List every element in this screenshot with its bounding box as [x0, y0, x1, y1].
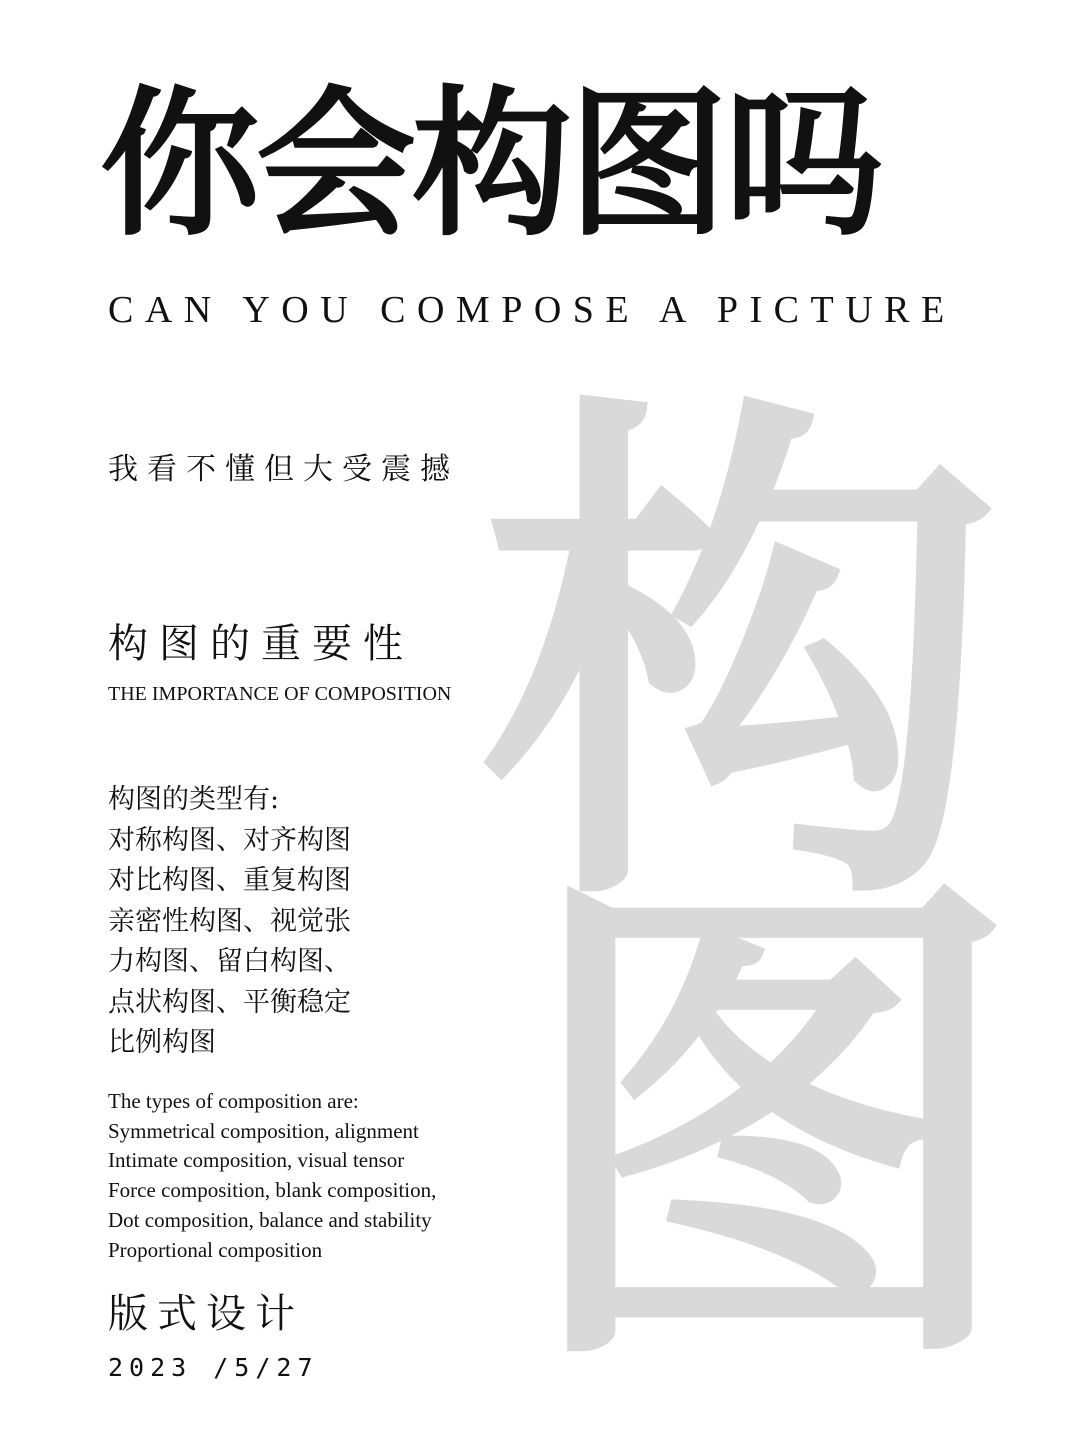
- page-title: 你会构图吗: [100, 70, 881, 258]
- list-item: Intimate composition, visual tensor: [108, 1148, 405, 1173]
- background-character-tu: 图: [520, 836, 1020, 1423]
- composition-types-chinese: [108, 780, 351, 1064]
- list-item: Force composition, blank composition,: [108, 1178, 437, 1203]
- list-item: The types of composition are:: [108, 1089, 359, 1113]
- list-item: Proportional composition: [108, 1237, 323, 1262]
- tagline: 我看不懂但大受震撼: [108, 452, 459, 487]
- background-character-gou: 构: [480, 354, 1000, 965]
- list-item: 力构图、留白构图、: [108, 946, 351, 977]
- section-heading: 构图的重要性: [108, 621, 414, 667]
- list-item: 点状构图、平衡稳定: [108, 986, 351, 1018]
- list-item: Dot composition, balance and stability: [108, 1207, 432, 1232]
- list-item: 对称构图、对齐构图: [108, 824, 351, 856]
- section-heading-english: THE IMPORTANCE OF COMPOSITION: [108, 683, 452, 705]
- composition-types-english: [108, 1087, 436, 1265]
- list-item: Symmetrical composition, alignment: [108, 1118, 419, 1143]
- list-item: 亲密性构图、视觉张: [108, 905, 351, 937]
- footer-title: 版式设计: [108, 1291, 304, 1337]
- date-label: 2023 /5/27: [108, 1353, 319, 1382]
- english-subtitle: CAN YOU COMPOSE A PICTURE: [108, 289, 956, 331]
- list-item: 比例构图: [108, 1027, 216, 1058]
- list-item: 构图的类型有:: [108, 784, 280, 815]
- list-item: 对比构图、重复构图: [108, 865, 351, 896]
